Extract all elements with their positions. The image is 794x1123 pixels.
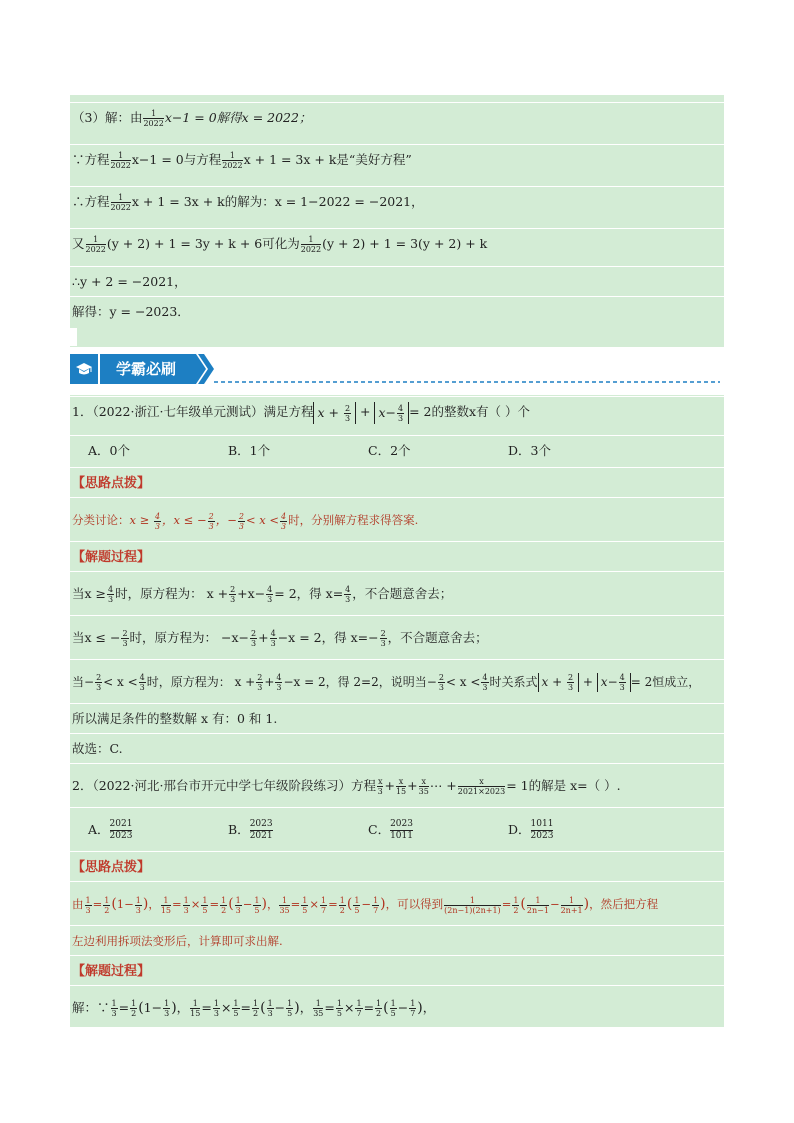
- part3-line-3: [70, 186, 724, 216]
- q2-sol-label: [70, 955, 724, 985]
- text: ∴方程: [72, 194, 110, 209]
- text: x + 1 = 3x + k是“美好方程”: [243, 152, 412, 167]
- text: x−1 = 0与方程: [131, 152, 222, 167]
- label: 【解题过程】: [72, 550, 151, 565]
- abs-expr: x− $\frac{4}{3}$: [374, 402, 409, 424]
- fraction: $\frac{1}{2022}$: [85, 235, 106, 254]
- label: 【思路点拨】: [72, 476, 151, 491]
- text: −x = 2，得 2=2，说明当−: [283, 675, 437, 689]
- text: ，然后把方程: [589, 897, 659, 911]
- text: ，可以得到: [385, 897, 444, 911]
- fraction: $\frac{1}{2022}$: [143, 109, 164, 128]
- text: 时，原方程为： x +: [146, 675, 256, 689]
- q1-sol-4: [70, 703, 724, 733]
- math: x ≥ $\frac{4}{3}$ ，x ≤ − $\frac{2}{3}$ ，− $\frac{2}{3}$ < x < $\frac{4}{3}$: [129, 511, 287, 531]
- q1-sol-2: 当x ≤ − $\frac{2}{3}$ 时，原方程为： −x− $\frac{2}{3}$ + $\frac{4}{3}$ −x = 2，得 x=− $\frac{2}{3}$ ，不合题意舍去；: [70, 615, 724, 659]
- choice-b[interactable]: B．1个: [228, 443, 271, 458]
- abs-expr: x + $\frac{2}{3}$: [313, 402, 356, 424]
- text: 左边利用拆项法变形后，计算即可求出解.: [72, 934, 283, 948]
- text: 由: [72, 897, 84, 911]
- label: 【解题过程】: [72, 964, 151, 979]
- text: = 2，得 x=: [274, 586, 344, 601]
- text: 时，原方程为： x +: [115, 586, 229, 601]
- text: −x = 2，得 x=−: [277, 630, 379, 645]
- text: 时，原方程为： −x−: [129, 630, 250, 645]
- text: 时，分别解方程求得答案.: [288, 513, 419, 527]
- text: 时关系式: [489, 675, 538, 689]
- text: 故选：C.: [72, 741, 123, 756]
- q1-choices: [70, 435, 724, 465]
- q1-sol-1: 当x ≥ $\frac{4}{3}$ 时，原方程为： x + $\frac{2}{3}$ +x− $\frac{4}{3}$ = 2，得 x= $\frac{4}{3}$ ，不合题意舍去；: [70, 571, 724, 615]
- choice-d[interactable]: D． $\frac{1011}{2023}$: [508, 819, 554, 841]
- part3-line-6: [70, 296, 724, 326]
- text: 解得：y = −2023．: [72, 304, 190, 319]
- text: = 2的整数x有（ ）个: [409, 404, 531, 419]
- q2-choices: [70, 807, 724, 851]
- choice-a[interactable]: A． $\frac{2021}{2023}$: [88, 819, 133, 841]
- choice-c[interactable]: C． $\frac{2023}{1011}$: [368, 819, 413, 841]
- q1-hint: [70, 497, 724, 541]
- q1-sol-label: [70, 541, 724, 571]
- q1-stem: 1．（2022·浙江·七年级单元测试）满足方程 x + $\frac{2}{3}$ + x− $\frac{4}{3}$ = 2的整数x有（ ）个: [70, 396, 724, 426]
- part3-end-bar: [70, 328, 77, 346]
- q2-hint-2: [70, 925, 724, 955]
- text: （3）解：由: [72, 110, 143, 125]
- text: 当−: [72, 675, 95, 689]
- text: = 2恒成立，: [630, 675, 701, 689]
- fraction: $\frac{1}{2022}$: [222, 151, 243, 170]
- q1-sol-5: [70, 733, 724, 763]
- text: 又: [72, 236, 85, 251]
- q2-sol-1: [70, 985, 724, 1029]
- q2-stem: 2．（2022·河北·邢台市开元中学七年级阶段练习）方程 $\frac{x}{3}$ + $\frac{x}{15}$ + $\frac{x}{35}$ ⋯ + $\frac{x}{2021\times 2023}$ = 1的解是 x=（ ）.: [70, 763, 724, 807]
- fraction: $\frac{1}{2022}$: [110, 193, 131, 212]
- math: $\frac{1}{3}$ = $\frac{1}{2}$ (1− $\frac{1}{3}$ )， $\frac{1}{15}$ = $\frac{1}{3}$ × $\frac{1}{5}$ = $\frac{1}{2}$ ( $\frac{1}{3}$ − $\frac{1}{5}$ )， $\frac{1}{35}$ = $\frac{1}{5}$ × $\frac{1}{7}$ = $\frac{1}{2}$ ( $\frac{1}{5}$ − $\frac{1}{7}$ )，: [111, 999, 436, 1018]
- text: 当x ≥: [72, 586, 106, 601]
- choice-b[interactable]: B． $\frac{2023}{2021}$: [228, 819, 273, 841]
- fraction: $\frac{1}{2022}$: [110, 151, 131, 170]
- choice-d[interactable]: D．3个: [508, 443, 551, 458]
- part3-line-5: [70, 266, 724, 296]
- q1-hint-label: [70, 467, 724, 497]
- text: 当x ≤ −: [72, 630, 121, 645]
- text: (y + 2) + 1 = 3(y + 2) + k: [322, 236, 488, 251]
- part3-line-2: [70, 144, 724, 174]
- q1-sol-3: 当− $\frac{2}{3}$ < x < $\frac{4}{3}$ 时，原方程为： x + $\frac{2}{3}$ + $\frac{4}{3}$ −x = 2，得 2=2，说明当− $\frac{2}{3}$ < x < $\frac{4}{3}$ 时关系式 x + $\frac{2}{3}$ + x− $\frac{4}{3}$ = 2恒成立，: [70, 659, 724, 703]
- fraction: $\frac{1}{2022}$: [300, 235, 322, 254]
- part3-line-1: [70, 102, 724, 132]
- label: 【思路点拨】: [72, 860, 151, 875]
- text: x−1 = 0解得: [164, 110, 242, 125]
- section-banner: [70, 354, 722, 384]
- text: 2．（2022·河北·邢台市开元中学七年级阶段练习）方程: [72, 778, 376, 793]
- choice-c[interactable]: C．2个: [368, 443, 411, 458]
- text: ∵方程: [72, 152, 110, 167]
- choice-a[interactable]: A．0个: [88, 443, 130, 458]
- banner-title: 学霸必刷: [116, 360, 177, 378]
- text: x = 2022；: [241, 110, 312, 125]
- text: 解：∵: [72, 1000, 110, 1015]
- part3-line-4: [70, 228, 724, 258]
- text: x + 1 = 3x + k的解为：x = 1−2022 = −2021，: [131, 194, 424, 209]
- text: 1．（2022·浙江·七年级单元测试）满足方程: [72, 404, 314, 419]
- math: $\frac{1}{3}$ = $\frac{1}{2}$ (1− $\frac{1}{3}$ )， $\frac{1}{15}$ = $\frac{1}{3}$ × $\frac{1}{5}$ = $\frac{1}{2}$ ( $\frac{1}{3}$ − $\frac{1}{5}$ )， $\frac{1}{35}$ = $\frac{1}{5}$ × $\frac{1}{7}$ = $\frac{1}{2}$ ( $\frac{1}{5}$ − $\frac{1}{7}$ ): [85, 895, 386, 915]
- text: (y + 2) + 1 = 3y + k + 6可化为: [106, 236, 300, 251]
- text: ，不合题意舍去；: [387, 630, 488, 645]
- text: 分类讨论：: [72, 513, 130, 527]
- text: = 1的解是 x=（ ）.: [506, 778, 621, 793]
- graduation-cap-icon: [76, 361, 92, 377]
- text: 所以满足条件的整数解 x 有：0 和 1.: [72, 711, 278, 726]
- q2-hint-label: [70, 851, 724, 881]
- q2-hint-1: [70, 881, 724, 925]
- text: ∴y + 2 = −2021，: [72, 274, 187, 289]
- math: $\frac{1}{(2n-1)(2n+1)}$ = $\frac{1}{2}$ ( $\frac{1}{2n-1}$ − $\frac{1}{2n+1}$ ): [444, 895, 590, 915]
- text: ，不合题意舍去；: [352, 586, 453, 601]
